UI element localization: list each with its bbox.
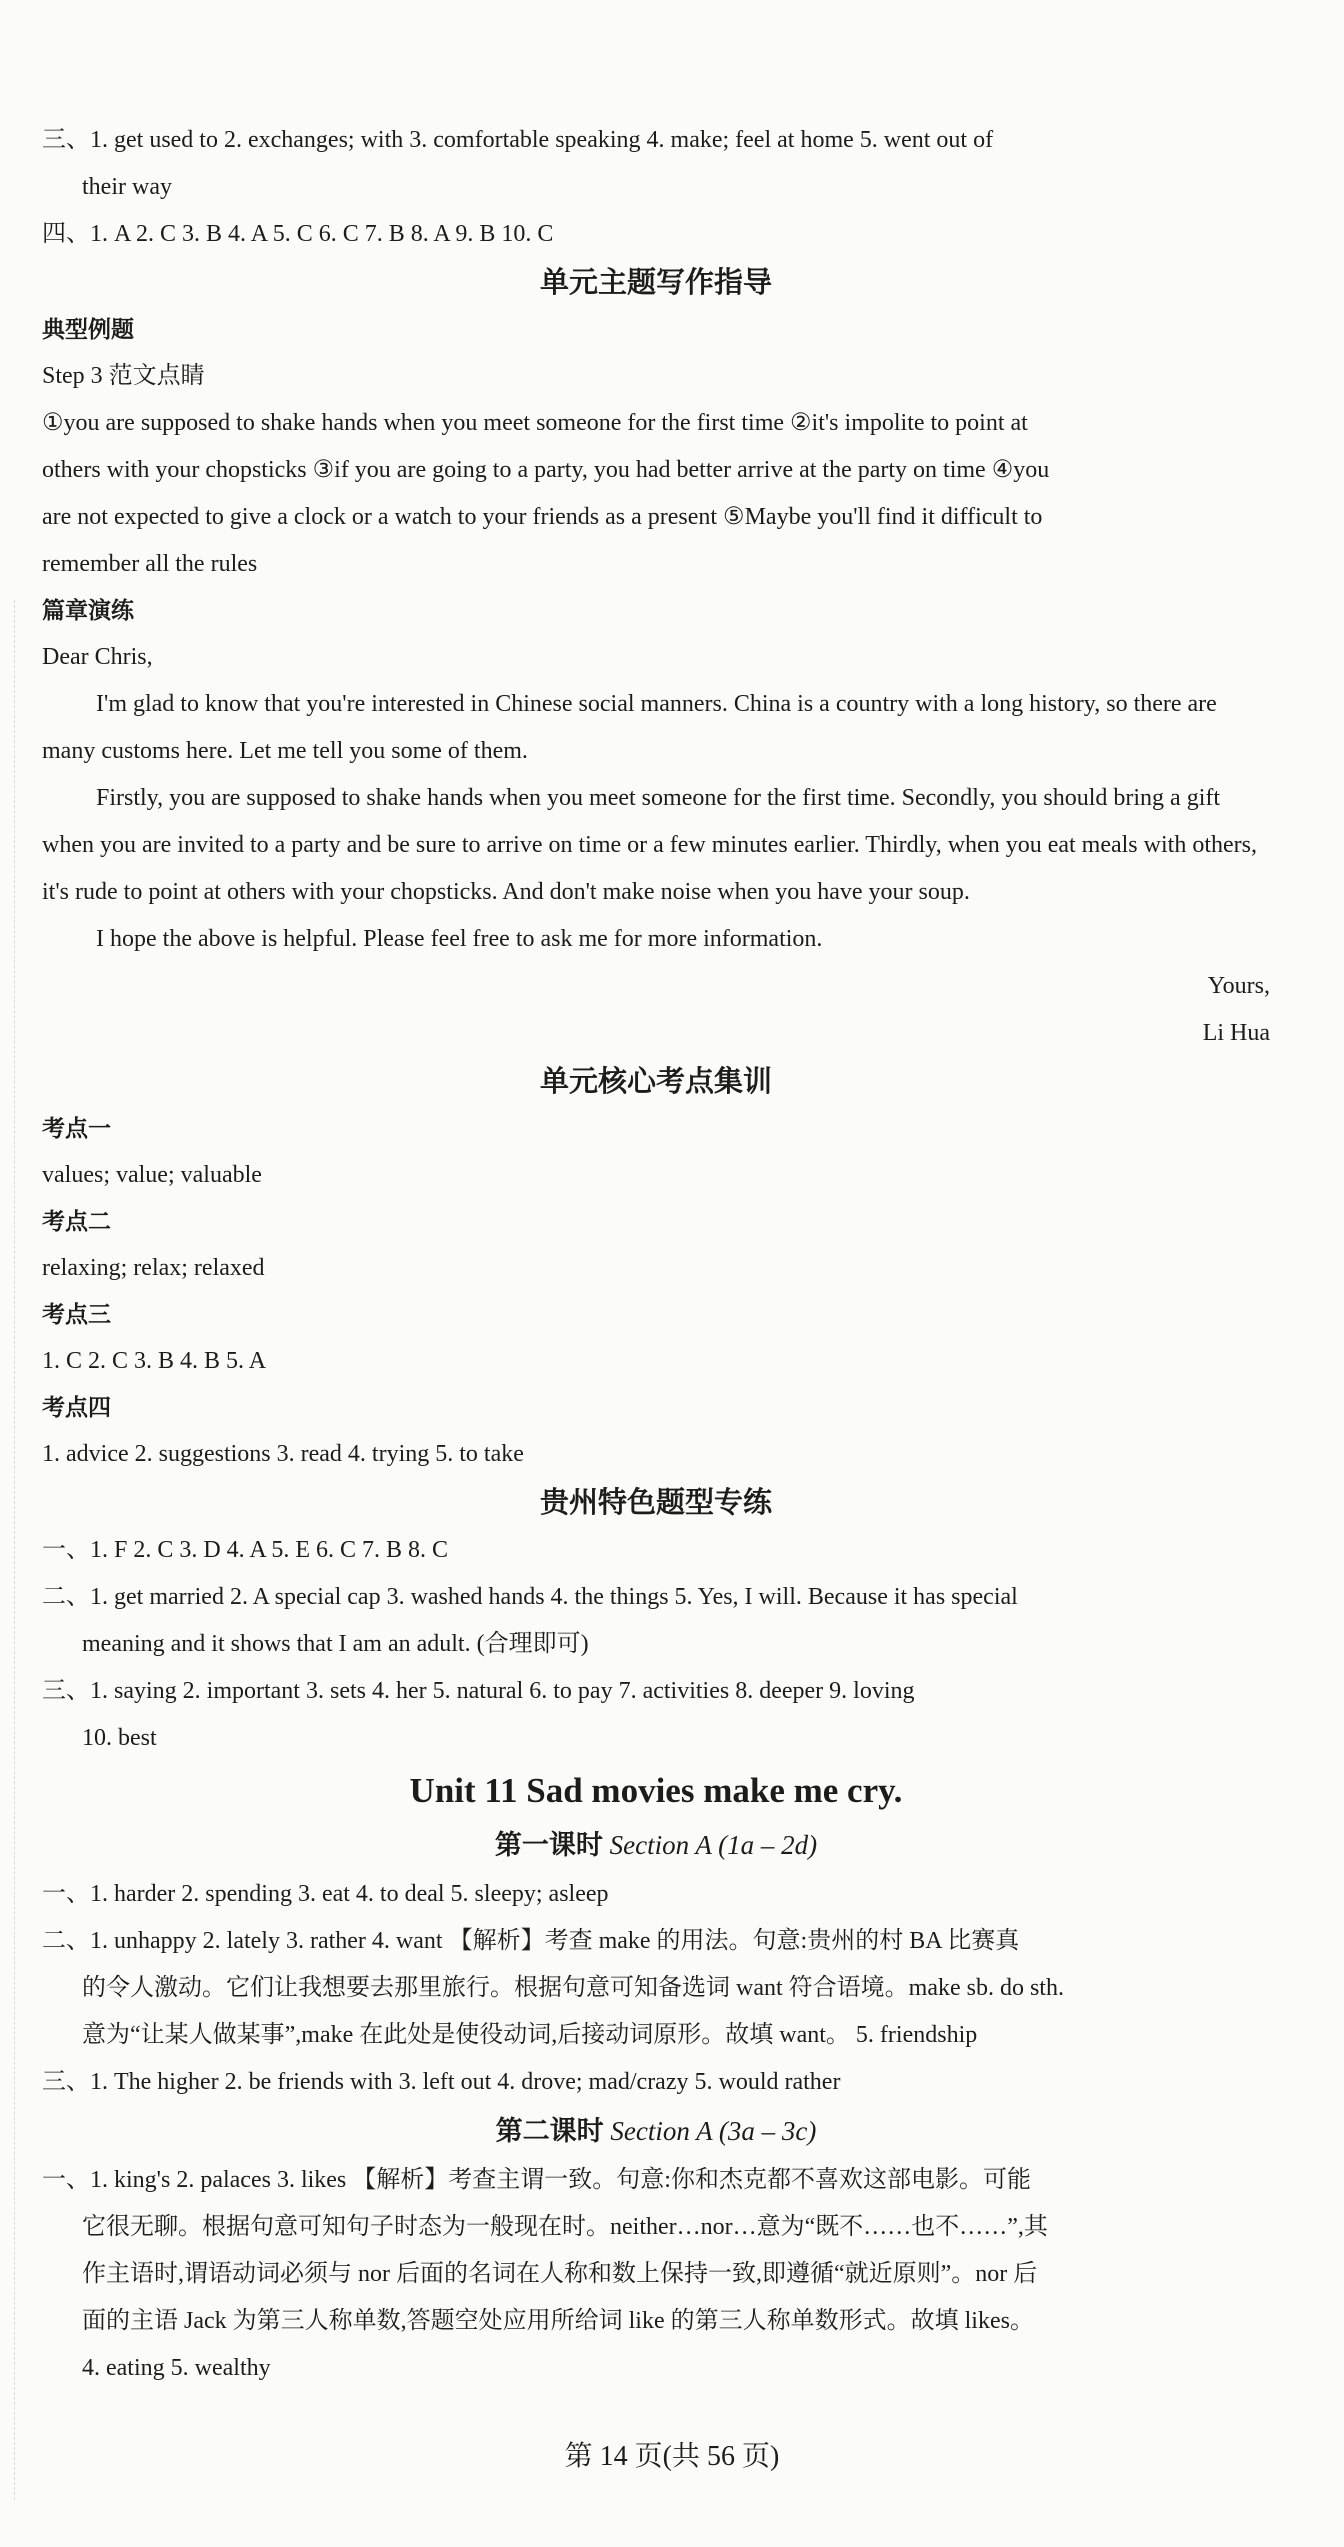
subheading-practice: 篇章演练	[42, 598, 134, 624]
answer-line: their way	[82, 174, 172, 200]
answer-page	[42, 117, 1270, 2392]
section-title-guizhou: 贵州特色题型专练	[539, 1485, 772, 1519]
answer-line: 一、1. harder 2. spending 3. eat 4. to deal 5. sleepy; asleep	[42, 1881, 609, 1907]
letter-paragraph: Firstly, you are supposed to shake hands when you meet someone for the first time. Secondly, you should bring a gift when you are invited to a party and be sure to arrive on time or a few minutes earlier. Thirdly, when you eat meals with others, it's rude to point at others with your chopsticks. And don't make noise when you have your soup.	[42, 785, 1257, 905]
lesson-heading	[42, 1820, 1270, 1871]
subheading-example: 典型例题	[42, 317, 134, 343]
lesson-label: 第一课时	[494, 1830, 603, 1861]
explanation-line: 它很无聊。根据句意可知句子时态为一般现在时。neither…nor…意为“既不……也不……”,其	[82, 2214, 1048, 2240]
letter-paragraph: I hope the above is helpful. Please feel free to ask me for more information.	[96, 926, 823, 952]
answer-line: 三、1. The higher 2. be friends with 3. left out 4. drove; mad/crazy 5. would rather	[42, 2069, 841, 2095]
lesson-heading	[42, 2106, 1270, 2157]
answer-line: 四、1. A 2. C 3. B 4. A 5. C 6. C 7. B 8. A 9. B 10. C	[42, 221, 554, 247]
answer-line: 三、1. get used to 2. exchanges; with 3. comfortable speaking 4. make; feel at home 5. went out of	[42, 127, 994, 153]
lesson-section: Section A (3a – 3c)	[610, 2116, 817, 2146]
step-label: Step 3 范文点睛	[42, 363, 205, 389]
letter-salutation: Dear Chris,	[42, 644, 153, 670]
answer-line: 1. advice 2. suggestions 3. read 4. trying 5. to take	[42, 1441, 524, 1467]
explanation-line: 的令人激动。它们让我想要去那里旅行。根据句意可知备选词 want 符合语境。make sb. do sth.	[82, 1975, 1064, 2001]
lesson-section: Section A (1a – 2d)	[609, 1830, 818, 1860]
answer-line: 1. C 2. C 3. B 4. B 5. A	[42, 1348, 267, 1374]
explanation-line: 面的主语 Jack 为第三人称单数,答题空处应用所给词 like 的第三人称单数形式。故填 likes。	[82, 2308, 1034, 2334]
answer-line: 二、1. get married 2. A special cap 3. washed hands 4. the things 5. Yes, I will. Because it has special	[42, 1584, 1018, 1610]
example-line: others with your chopsticks ③if you are going to a party, you had better arrive at the party on time ④you	[42, 457, 1050, 483]
section-title-core: 单元核心考点集训	[539, 1064, 772, 1098]
subheading-kaodian: 考点一	[42, 1116, 111, 1142]
subheading-kaodian: 考点四	[42, 1395, 111, 1421]
lesson-label: 第二课时	[495, 2116, 604, 2147]
unit-title: Unit 11 Sad movies make me cry.	[409, 1771, 903, 1810]
answer-line: 一、1. king's 2. palaces 3. likes 【解析】考查主谓一致。句意:你和杰克都不喜欢这部电影。可能	[42, 2167, 1031, 2193]
explanation-line: 作主语时,谓语动词必须与 nor 后面的名词在人称和数上保持一致,即遵循“就近原则”。nor 后	[82, 2261, 1038, 2287]
binding-margin-line	[14, 600, 15, 2500]
letter-closing: Yours,	[1207, 973, 1270, 999]
answer-line: meaning and it shows that I am an adult. (合理即可)	[82, 1631, 589, 1657]
answer-line: 二、1. unhappy 2. lately 3. rather 4. want 【解析】考查 make 的用法。句意:贵州的村 BA 比赛真	[42, 1928, 1020, 1954]
subheading-kaodian: 考点二	[42, 1209, 111, 1235]
subheading-kaodian: 考点三	[42, 1302, 111, 1328]
answer-line: values; value; valuable	[42, 1162, 262, 1188]
example-line: are not expected to give a clock or a watch to your friends as a present ⑤Maybe you'll find it difficult to	[42, 504, 1043, 530]
letter-paragraph: I'm glad to know that you're interested in Chinese social manners. China is a country with a long history, so there are many customs here. Let me tell you some of them.	[42, 691, 1217, 764]
letter-signature: Li Hua	[1202, 1020, 1270, 1046]
answer-line: 4. eating 5. wealthy	[82, 2355, 271, 2381]
answer-line: relaxing; relax; relaxed	[42, 1255, 265, 1281]
answer-line: 一、1. F 2. C 3. D 4. A 5. E 6. C 7. B 8. C	[42, 1537, 449, 1563]
example-line: remember all the rules	[42, 551, 258, 577]
explanation-line: 意为“让某人做某事”,make 在此处是使役动词,后接动词原形。故填 want。 5. friendship	[82, 2022, 978, 2048]
answer-line: 三、1. saying 2. important 3. sets 4. her 5. natural 6. to pay 7. activities 8. deeper 9. loving	[42, 1678, 915, 1704]
section-title-writing: 单元主题写作指导	[539, 265, 772, 299]
example-line: ①you are supposed to shake hands when you meet someone for the first time ②it's impolite to point at	[42, 410, 1028, 436]
page-footer: 第 14 页(共 56 页)	[564, 2441, 780, 2472]
answer-line: 10. best	[82, 1725, 157, 1751]
